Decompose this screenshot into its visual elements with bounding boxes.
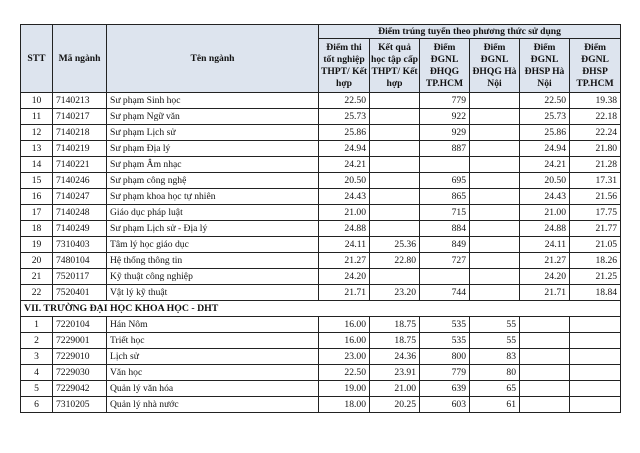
cell-method-5: 25.73	[520, 109, 570, 125]
cell-method-6: 21.80	[570, 141, 621, 157]
cell-method-3: 535	[420, 333, 470, 349]
cell-method-3: 929	[420, 125, 470, 141]
header-method-2: Kết quả học tập cấp THPT/ Kết hợp	[370, 39, 420, 93]
table-header	[21, 25, 621, 93]
cell-method-5: 24.88	[520, 221, 570, 237]
cell-method-3	[420, 269, 470, 285]
table-section	[21, 301, 621, 317]
cell-method-2: 18.75	[370, 317, 420, 333]
cell-method-2	[370, 189, 420, 205]
header-method-1: Điểm thi tốt nghiệp THPT/ Kết hợp	[319, 39, 370, 93]
cell-method-4	[470, 221, 520, 237]
cell-method-6	[570, 381, 621, 397]
cell-method-6: 18.84	[570, 285, 621, 301]
cell-method-5	[520, 317, 570, 333]
cell-method-4: 55	[470, 317, 520, 333]
cell-method-6: 21.28	[570, 157, 621, 173]
cell-name: Sư phạm Sinh học	[107, 93, 319, 109]
cell-method-2	[370, 205, 420, 221]
cell-method-4: 65	[470, 381, 520, 397]
cell-stt: 4	[21, 365, 53, 381]
cell-method-6: 21.05	[570, 237, 621, 253]
cell-name: Văn học	[107, 365, 319, 381]
table-row	[21, 349, 621, 365]
cell-stt: 11	[21, 109, 53, 125]
cell-method-5	[520, 333, 570, 349]
cell-code: 7310403	[53, 237, 107, 253]
cell-code: 7520117	[53, 269, 107, 285]
table-body-a	[21, 93, 621, 301]
cell-method-2	[370, 93, 420, 109]
table-row	[21, 381, 621, 397]
table-row	[21, 253, 621, 269]
cell-method-6: 17.75	[570, 205, 621, 221]
cell-name: Hệ thống thông tin	[107, 253, 319, 269]
cell-method-6	[570, 397, 621, 413]
cell-method-5: 21.27	[520, 253, 570, 269]
cell-method-1: 24.43	[319, 189, 370, 205]
cell-method-6: 22.24	[570, 125, 621, 141]
cell-method-1: 24.11	[319, 237, 370, 253]
cell-method-2: 22.80	[370, 253, 420, 269]
cell-stt: 14	[21, 157, 53, 173]
cell-method-1: 21.27	[319, 253, 370, 269]
cell-stt: 22	[21, 285, 53, 301]
cell-stt: 10	[21, 93, 53, 109]
table-row	[21, 141, 621, 157]
header-method-4: Điểm ĐGNL ĐHQG Hà Nội	[470, 39, 520, 93]
cell-method-6	[570, 317, 621, 333]
cell-method-4	[470, 173, 520, 189]
cell-method-5	[520, 381, 570, 397]
table-row	[21, 189, 621, 205]
table-row	[21, 365, 621, 381]
table-row	[21, 93, 621, 109]
cell-method-1: 22.50	[319, 365, 370, 381]
table-row	[21, 205, 621, 221]
cell-method-1: 21.71	[319, 285, 370, 301]
cell-method-5: 21.00	[520, 205, 570, 221]
cell-stt: 18	[21, 221, 53, 237]
cell-method-1: 16.00	[319, 333, 370, 349]
cell-code: 7140246	[53, 173, 107, 189]
cell-method-1: 25.86	[319, 125, 370, 141]
cell-name: Giáo dục pháp luật	[107, 205, 319, 221]
cell-method-1: 22.50	[319, 93, 370, 109]
cell-method-3: 887	[420, 141, 470, 157]
table-row	[21, 397, 621, 413]
cell-method-6: 21.25	[570, 269, 621, 285]
cell-method-4: 61	[470, 397, 520, 413]
cell-code: 7520401	[53, 285, 107, 301]
header-method-6: Điểm ĐGNL ĐHSP TP.HCM	[570, 39, 621, 93]
section-title: VII. TRƯỜNG ĐẠI HỌC KHOA HỌC - DHT	[21, 301, 621, 317]
cell-method-3: 779	[420, 365, 470, 381]
cell-method-3: 603	[420, 397, 470, 413]
cell-method-2	[370, 109, 420, 125]
table-row	[21, 237, 621, 253]
cell-method-5: 20.50	[520, 173, 570, 189]
cell-method-4	[470, 141, 520, 157]
cell-method-4	[470, 93, 520, 109]
cell-stt: 15	[21, 173, 53, 189]
cell-method-4	[470, 285, 520, 301]
table-row	[21, 285, 621, 301]
document-page	[20, 24, 620, 413]
cell-method-2: 23.91	[370, 365, 420, 381]
cell-method-2: 23.20	[370, 285, 420, 301]
cell-name: Quản lý nhà nước	[107, 397, 319, 413]
cell-method-3: 779	[420, 93, 470, 109]
cell-method-6: 22.18	[570, 109, 621, 125]
cell-method-2	[370, 125, 420, 141]
cell-method-1: 18.00	[319, 397, 370, 413]
cell-method-5: 24.20	[520, 269, 570, 285]
cell-code: 7140219	[53, 141, 107, 157]
cell-method-4	[470, 125, 520, 141]
cell-code: 7140221	[53, 157, 107, 173]
cell-method-5: 24.21	[520, 157, 570, 173]
cell-name: Sư phạm Âm nhạc	[107, 157, 319, 173]
cell-method-6: 19.38	[570, 93, 621, 109]
cell-method-1: 16.00	[319, 317, 370, 333]
cell-method-2	[370, 141, 420, 157]
cell-method-4	[470, 253, 520, 269]
cell-name: Sư phạm Lịch sử	[107, 125, 319, 141]
cell-code: 7140213	[53, 93, 107, 109]
cell-code: 7140248	[53, 205, 107, 221]
cell-method-4	[470, 269, 520, 285]
cell-method-5: 22.50	[520, 93, 570, 109]
cell-code: 7229010	[53, 349, 107, 365]
header-method-group: Điểm trúng tuyển theo phương thức sử dụng	[319, 25, 621, 39]
cell-code: 7229001	[53, 333, 107, 349]
cell-name: Sư phạm Địa lý	[107, 141, 319, 157]
cell-method-1: 19.00	[319, 381, 370, 397]
cell-stt: 21	[21, 269, 53, 285]
cell-method-6	[570, 365, 621, 381]
cell-method-2: 21.00	[370, 381, 420, 397]
table-row	[21, 125, 621, 141]
cell-method-2: 18.75	[370, 333, 420, 349]
cell-method-5: 24.11	[520, 237, 570, 253]
cell-method-6: 21.77	[570, 221, 621, 237]
cell-method-5	[520, 365, 570, 381]
cell-method-4: 80	[470, 365, 520, 381]
header-method-5: Điểm ĐGNL ĐHSP Hà Nội	[520, 39, 570, 93]
cell-code: 7229042	[53, 381, 107, 397]
table-row	[21, 109, 621, 125]
cell-method-6: 17.31	[570, 173, 621, 189]
cell-method-1: 24.21	[319, 157, 370, 173]
cell-name: Sư phạm Ngữ văn	[107, 109, 319, 125]
cell-method-3: 849	[420, 237, 470, 253]
cell-stt: 19	[21, 237, 53, 253]
header-method-3: Điểm ĐGNL ĐHQG TP.HCM	[420, 39, 470, 93]
cell-code: 7229030	[53, 365, 107, 381]
table-body-b	[21, 317, 621, 413]
cell-method-1: 24.88	[319, 221, 370, 237]
cell-method-3: 727	[420, 253, 470, 269]
cell-method-2: 24.36	[370, 349, 420, 365]
cell-method-2	[370, 221, 420, 237]
cell-method-3: 865	[420, 189, 470, 205]
table-row	[21, 317, 621, 333]
cell-stt: 17	[21, 205, 53, 221]
cell-stt: 20	[21, 253, 53, 269]
section-row	[21, 301, 621, 317]
cell-method-5	[520, 397, 570, 413]
cell-code: 7220104	[53, 317, 107, 333]
cell-method-1: 23.00	[319, 349, 370, 365]
cell-method-3: 800	[420, 349, 470, 365]
cell-method-2	[370, 173, 420, 189]
cell-method-2	[370, 157, 420, 173]
cell-code: 7140217	[53, 109, 107, 125]
cell-method-1: 20.50	[319, 173, 370, 189]
cell-code: 7480104	[53, 253, 107, 269]
cell-name: Hán Nôm	[107, 317, 319, 333]
header-stt: STT	[21, 25, 53, 93]
cell-method-3: 884	[420, 221, 470, 237]
cell-method-5	[520, 349, 570, 365]
cell-name: Sư phạm Lịch sử - Địa lý	[107, 221, 319, 237]
cell-stt: 5	[21, 381, 53, 397]
cell-name: Tâm lý học giáo dục	[107, 237, 319, 253]
cell-stt: 12	[21, 125, 53, 141]
admission-score-table	[20, 24, 621, 413]
cell-method-1: 25.73	[319, 109, 370, 125]
cell-stt: 3	[21, 349, 53, 365]
cell-method-6	[570, 349, 621, 365]
cell-stt: 1	[21, 317, 53, 333]
cell-name: Sư phạm công nghệ	[107, 173, 319, 189]
cell-method-3: 535	[420, 317, 470, 333]
cell-method-4	[470, 237, 520, 253]
cell-name: Triết học	[107, 333, 319, 349]
cell-method-4: 55	[470, 333, 520, 349]
cell-method-4	[470, 157, 520, 173]
cell-method-4	[470, 205, 520, 221]
cell-method-2: 25.36	[370, 237, 420, 253]
cell-name: Lịch sử	[107, 349, 319, 365]
cell-method-1: 24.94	[319, 141, 370, 157]
cell-method-3: 922	[420, 109, 470, 125]
cell-name: Kỹ thuật công nghiệp	[107, 269, 319, 285]
cell-code: 7140218	[53, 125, 107, 141]
cell-name: Quản lý văn hóa	[107, 381, 319, 397]
cell-stt: 2	[21, 333, 53, 349]
cell-method-6	[570, 333, 621, 349]
cell-name: Vật lý kỹ thuật	[107, 285, 319, 301]
cell-method-4	[470, 189, 520, 205]
table-row	[21, 269, 621, 285]
cell-method-4	[470, 109, 520, 125]
cell-method-3: 744	[420, 285, 470, 301]
cell-method-1: 21.00	[319, 205, 370, 221]
cell-method-1: 24.20	[319, 269, 370, 285]
cell-method-6: 21.56	[570, 189, 621, 205]
cell-method-5: 24.94	[520, 141, 570, 157]
cell-method-3: 695	[420, 173, 470, 189]
cell-code: 7140247	[53, 189, 107, 205]
cell-code: 7310205	[53, 397, 107, 413]
cell-stt: 16	[21, 189, 53, 205]
cell-method-5: 25.86	[520, 125, 570, 141]
table-row	[21, 221, 621, 237]
table-row	[21, 157, 621, 173]
table-row	[21, 173, 621, 189]
cell-method-3	[420, 157, 470, 173]
cell-method-2	[370, 269, 420, 285]
cell-method-5: 24.43	[520, 189, 570, 205]
cell-stt: 6	[21, 397, 53, 413]
cell-method-5: 21.71	[520, 285, 570, 301]
cell-method-3: 715	[420, 205, 470, 221]
cell-method-2: 20.25	[370, 397, 420, 413]
cell-code: 7140249	[53, 221, 107, 237]
cell-method-3: 639	[420, 381, 470, 397]
cell-stt: 13	[21, 141, 53, 157]
cell-method-6: 18.26	[570, 253, 621, 269]
header-code: Mã ngành	[53, 25, 107, 93]
table-row	[21, 333, 621, 349]
cell-name: Sư phạm khoa học tự nhiên	[107, 189, 319, 205]
header-name: Tên ngành	[107, 25, 319, 93]
cell-method-4: 83	[470, 349, 520, 365]
